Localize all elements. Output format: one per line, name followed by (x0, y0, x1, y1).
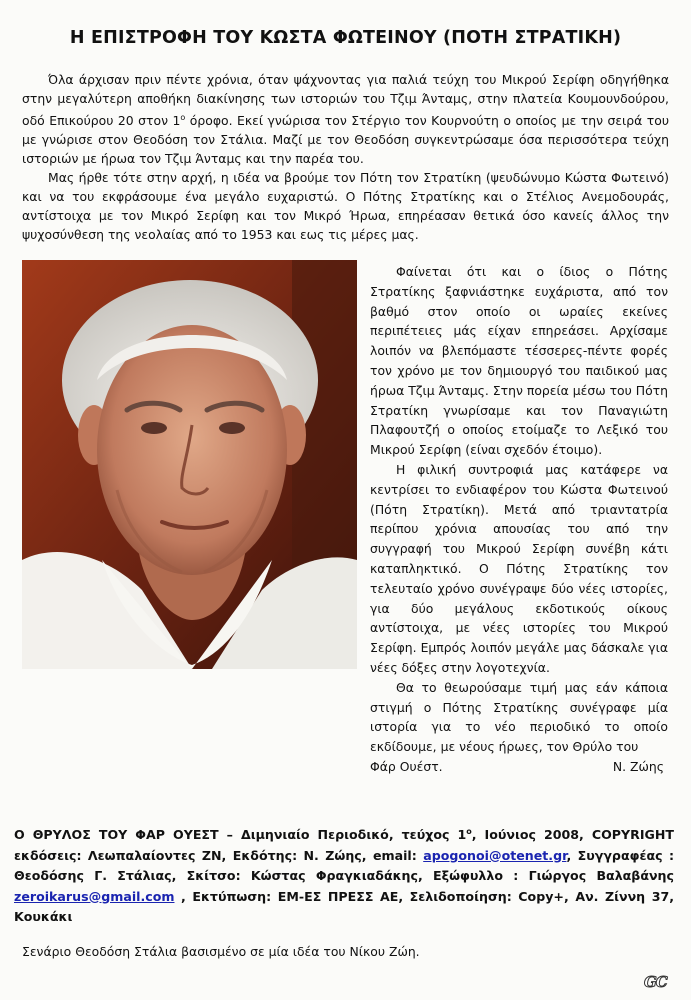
portrait-illustration (22, 260, 357, 669)
signature-line (370, 757, 668, 777)
paragraph-5-end: Φάρ Ουέστ. (370, 758, 443, 774)
credits-block: Ο ΘΡΥΛΟΣ ΤΟΥ ΦΑΡ ΟΥΕΣΤ – Διμηνιαίο Περιοδικό, τεύχος $1^o$, Ιούνιος 2008, COPYRIGHT εκδόσεις: Λεωπαλαίοντες ΖΝ, Εκδότης: Ν. Ζώης, email: apogonoi@otenet.gr, Συγγραφέας : Θεοδόσης Γ. Στάλιας, Σκίτσο: Κώστας Φραγκιαδάκης, Εξώφυλλο : Γιώργος Βαλαβάνης zeroikarus@gmail.com , Εκτύπωση: ΕΜ-ΕΣ ΠΡΕΣΣ ΑΕ, Σελιδοποίηση: Copy+, Αν. Ζίννη 37, Κουκάκι (14, 827, 675, 925)
paragraph-3: Φαίνεται ότι και ο ίδιος ο Πότης Στρατίκης ξαφνιάστηκε ευχάριστα, από τον βαθμό στον οποίο οι ωραίες εκείνες περιπέτειες μάς είχαν επηρεάσει. Αρχίσαμε λοιπόν να βλεπόμαστε τέσσερες-πέντε φορές τον χρόνο με τον δημιουργό του παιδικού μας ήρωα Τζιμ Άνταμς. Στην πορεία μέσω του Πότη Στρατίκη γνωρίσαμε και τον Παναγιώτη Πλαφουτζή ο οποίος ετοίμαζε το Λεξικό του Μικρού Σερίφη (είναι σχεδόν έτοιμο). (370, 264, 668, 458)
email-link-cover[interactable]: zeroikarus@gmail.com (14, 888, 175, 904)
portrait-photo (22, 260, 357, 669)
paragraph-1: Όλα άρχισαν πριν πέντε χρόνια, όταν ψάχνοντας για παλιά τεύχη του Μικρού Σερίφη οδηγήθηκα στην μεγαλύτερη αποθήκη διακίνησης των ιστοριών του Τζιμ Άνταμς, στην πλατεία Κουμουνδούρου, οδό Επικούρου 20 στον $1^o$ όροφο. Εκεί γνώρισα τον Στέργιο τον Κουρνούτη ο οποίος με την σειρά του με γνώρισε στον Θεοδόση τον Στάλια. Μαζί με τον Θεοδόση συγκεντρώσαμε όσα περισσότερα τεύχη ιστοριών με ήρωα τον Τζιμ Άνταμς και την παρέα του. (22, 72, 669, 167)
paragraph-2: Μας ήρθε τότε στην αρχή, η ιδέα να βρούμε τον Πότη τον Στρατίκη (ψευδώνυμο Κώστα Φωτεινό) και να του εκφράσουμε ένα μεγάλο ευχαριστώ. Ο Πότης Στρατίκης και ο Στέλιος Ανεμοδουράς, αντίστοιχα με τον Μικρό Σερίφη και τον Μικρό Ήρωα, επηρέασαν θετικά όσο κανείς άλλος την ψυχοσύνθεση της νεολαίας από το 1953 και εως τις μέρες μας. (22, 170, 669, 243)
scenario-credit: Σενάριο Θεοδόση Στάλια βασισμένο σε μία ιδέα του Νίκου Ζώη. (22, 944, 420, 959)
email-link-publisher[interactable]: apogonoi@otenet.gr (423, 847, 567, 863)
paragraph-4: Η φιλική συντροφιά μας κατάφερε να κεντρίσει το ενδιαφέρον του Κώστα Φωτεινού (Πότη Στρατίκη). Μετά από τριαντατρία περίπου χρόνια απουσίας του από την συγγραφή του Μικρού Σερίφη συνέβη κάτι καταπληκτικό. Ο Πότης Στρατίκης τον τελευταίο χρόνο συνέγραψε δύο νέες ιστορίες, για δύο μεγάλους εκδοτικούς οίκους αντίστοιχα, με νέες ιστορίες του Μικρού Σερίφη. Εμπρός λοιπόν μεγάλε μας δάσκαλε για νέες δόξες στην λογοτεχνία. (370, 461, 668, 675)
intro-text (22, 70, 669, 244)
article-title: Η ΕΠΙΣΤΡΟΦΗ ΤΟΥ ΚΩΣΤΑ ΦΩΤΕΙΝΟΥ (ΠΟΤΗ ΣΤΡΑΤΙΚΗ) (69, 28, 622, 48)
side-text (370, 262, 668, 777)
gc-watermark: GC (644, 973, 667, 991)
paragraph-5: Θα το θεωρούσαμε τιμή μας εάν κάποια στιγμή ο Πότης Στρατίκης συνέγραφε μία ιστορία για το νέο περιοδικό το οποίο εκδίδουμε, με νέους ήρωες, τον Θρύλο του (370, 679, 668, 755)
signature: Ν. Ζώης (612, 758, 664, 774)
